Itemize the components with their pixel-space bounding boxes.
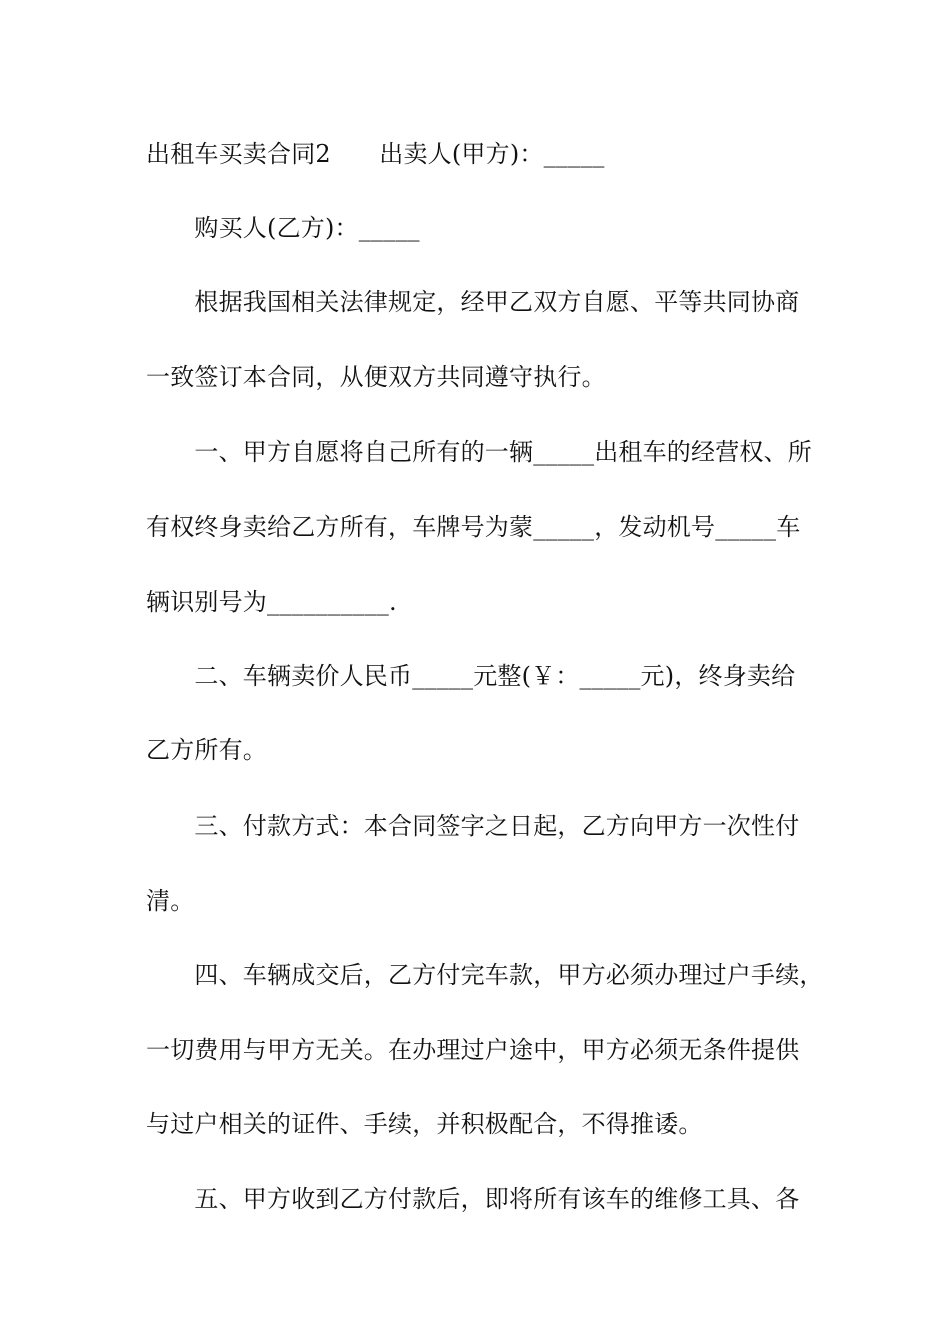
paragraph-line: 根据我国相关法律规定，经甲乙双方自愿、平等共同协商 [146, 288, 800, 316]
paragraph-line: 二、车辆卖价人民币_____元整(￥：_____元)，终身卖给 [146, 662, 796, 690]
paragraph-line: 有权终身卖给乙方所有，车牌号为蒙_____，发动机号_____车 [146, 513, 801, 541]
paragraph-line: 一、甲方自愿将自己所有的一辆_____出租车的经营权、所 [146, 438, 812, 466]
paragraph-line: 与过户相关的证件、手续，并积极配合，不得推诿。 [146, 1110, 703, 1138]
paragraph-line: 一致签订本合同，从便双方共同遵守执行。 [146, 363, 606, 391]
paragraph-line: 辆识别号为__________. [146, 588, 397, 616]
paragraph-line: 三、付款方式：本合同签字之日起，乙方向甲方一次性付 [146, 812, 800, 840]
paragraph-line: 清。 [146, 887, 195, 915]
title-line: 出租车买卖合同2 出卖人(甲方)：_____ [146, 140, 605, 168]
paragraph-line: 一切费用与甲方无关。在办理过户途中，甲方必须无条件提供 [146, 1036, 800, 1064]
buyer-line: 购买人(乙方)：_____ [146, 214, 420, 242]
paragraph-line: 五、甲方收到乙方付款后，即将所有该车的维修工具、各 [146, 1185, 800, 1213]
paragraph-line: 乙方所有。 [146, 736, 267, 764]
paragraph-line: 四、车辆成交后，乙方付完车款，甲方必须办理过户手续， [146, 961, 824, 989]
